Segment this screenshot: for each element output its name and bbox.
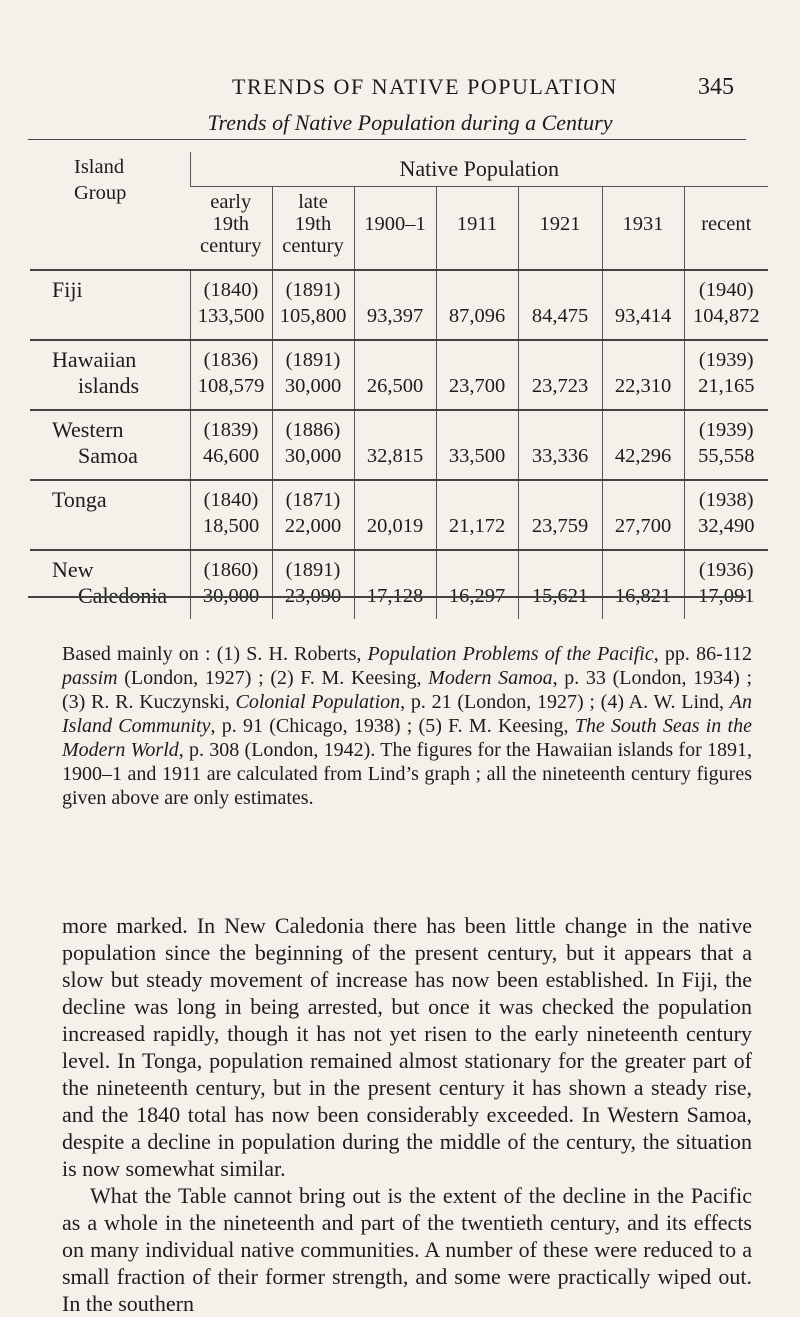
cell-1900: 93,397 (354, 270, 436, 340)
table-row-fiji (30, 270, 768, 340)
cell-early: (1840) 18,500 (190, 480, 272, 550)
table-bottom-rule (28, 596, 746, 598)
cell-recent: (1936) 17,091 (684, 550, 768, 619)
cell-early: (1860) 30,000 (190, 550, 272, 619)
cell-1921: 23,723 (518, 340, 602, 410)
cell-1921: 33,336 (518, 410, 602, 480)
header-1931: 1931 (602, 187, 684, 271)
cell-early: (1839) 46,600 (190, 410, 272, 480)
island-name: Fiji (30, 270, 190, 340)
header-early-19th: early 19th century (200, 191, 262, 257)
header-1911: 1911 (436, 187, 518, 271)
header-1921: 1921 (518, 187, 602, 271)
cell-recent: (1939) 55,558 (684, 410, 768, 480)
island-name: Western Samoa (30, 410, 190, 480)
cell-1900: 17,128 (354, 550, 436, 619)
header-island-group (30, 152, 190, 270)
cell-1921: 23,759 (518, 480, 602, 550)
running-title: TRENDS OF NATIVE POPULATION (232, 74, 618, 99)
cell-late: (1871) 22,000 (272, 480, 354, 550)
cell-late: (1891) 23,090 (272, 550, 354, 619)
page-number: 345 (698, 74, 734, 100)
cell-1931: 27,700 (602, 480, 684, 550)
header-row-span (30, 152, 768, 187)
cell-1911: 33,500 (436, 410, 518, 480)
cell-late: (1886) 30,000 (272, 410, 354, 480)
cell-1911: 21,172 (436, 480, 518, 550)
header-late-19th: late 19th century (272, 187, 354, 271)
island-name: New Caledonia (30, 550, 190, 619)
cell-1900: 32,815 (354, 410, 436, 480)
body-paragraph: more marked. In New Caledonia there has been little change in the native population since the beginning of the present century, but it appears that a slow but steady movement of increase has now been established. In Fiji, the decline was long in being arrested, but once it was checked the population increased rapidly, though it has not yet risen to the early nineteenth century level. In Tonga, population remained almost stationary for the greater part of the nineteenth century, but in the present century it has shown a steady rise, and the 1840 total has now been considerably exceeded. In Western Samoa, despite a decline in population during the middle of the century, the situation is now somewhat similar. (62, 913, 752, 1181)
table-top-rule (28, 139, 746, 140)
cell-early: (1840) 133,500 (190, 270, 272, 340)
population-table (30, 152, 768, 619)
table-caption: Trends of Native Population during a Century (207, 110, 613, 135)
header-recent: recent (684, 187, 768, 271)
cell-1921: 15,621 (518, 550, 602, 619)
header-native-population: Native Population (190, 152, 768, 187)
cell-early: (1836) 108,579 (190, 340, 272, 410)
cell-1921: 84,475 (518, 270, 602, 340)
cell-1911: 16,297 (436, 550, 518, 619)
cell-1911: 87,096 (436, 270, 518, 340)
body-paragraph: What the Table cannot bring out is the extent of the decline in the Pacific as a whole in the nineteenth and part of the twentieth century, and its effects on many individual native communities. A number of these were reduced to a small fraction of their former strength, and some were practically wiped out. In the southern (62, 1183, 752, 1316)
header-1900-1: 1900–1 (354, 187, 436, 271)
table-row-tonga (30, 480, 768, 550)
table-row-hawaiian (30, 340, 768, 410)
cell-1911: 23,700 (436, 340, 518, 410)
table-row-western-samoa (30, 410, 768, 480)
island-name: Tonga (30, 480, 190, 550)
table-row-new-caledonia (30, 550, 768, 619)
cell-1931: 22,310 (602, 340, 684, 410)
cell-recent: (1940) 104,872 (684, 270, 768, 340)
source-note: Based mainly on : (1) S. H. Roberts, Population Problems of the Pacific, pp. 86-112 passim (London, 1927) ; (2) F. M. Keesing, Modern Samoa, p. 33 (London, 1934) ; (3) R. R. Kuczynski, Colonial Population, p. 21 (London, 1927) ; (4) A. W. Lind, An Island Community, p. 91 (Chicago, 1938) ; (5) F. M. Keesing, The South Seas in the Modern World, p. 308 (London, 1942). The figures for the Hawaiian islands for 1891, 1900–1 and 1911 are calculated from Lind’s graph ; all the nineteenth century figures given above are only estimates. (62, 643, 753, 809)
cell-1900: 26,500 (354, 340, 436, 410)
cell-recent: (1939) 21,165 (684, 340, 768, 410)
cell-late: (1891) 30,000 (272, 340, 354, 410)
cell-1931: 93,414 (602, 270, 684, 340)
running-head (0, 74, 800, 104)
header-island-line1: Island (74, 156, 125, 178)
header-island-line2: Group (74, 182, 127, 204)
cell-1900: 20,019 (354, 480, 436, 550)
island-name: Hawaiian islands (30, 340, 190, 410)
cell-1931: 16,821 (602, 550, 684, 619)
cell-recent: (1938) 32,490 (684, 480, 768, 550)
cell-late: (1891) 105,800 (272, 270, 354, 340)
cell-1931: 42,296 (602, 410, 684, 480)
body-text (62, 912, 752, 1317)
